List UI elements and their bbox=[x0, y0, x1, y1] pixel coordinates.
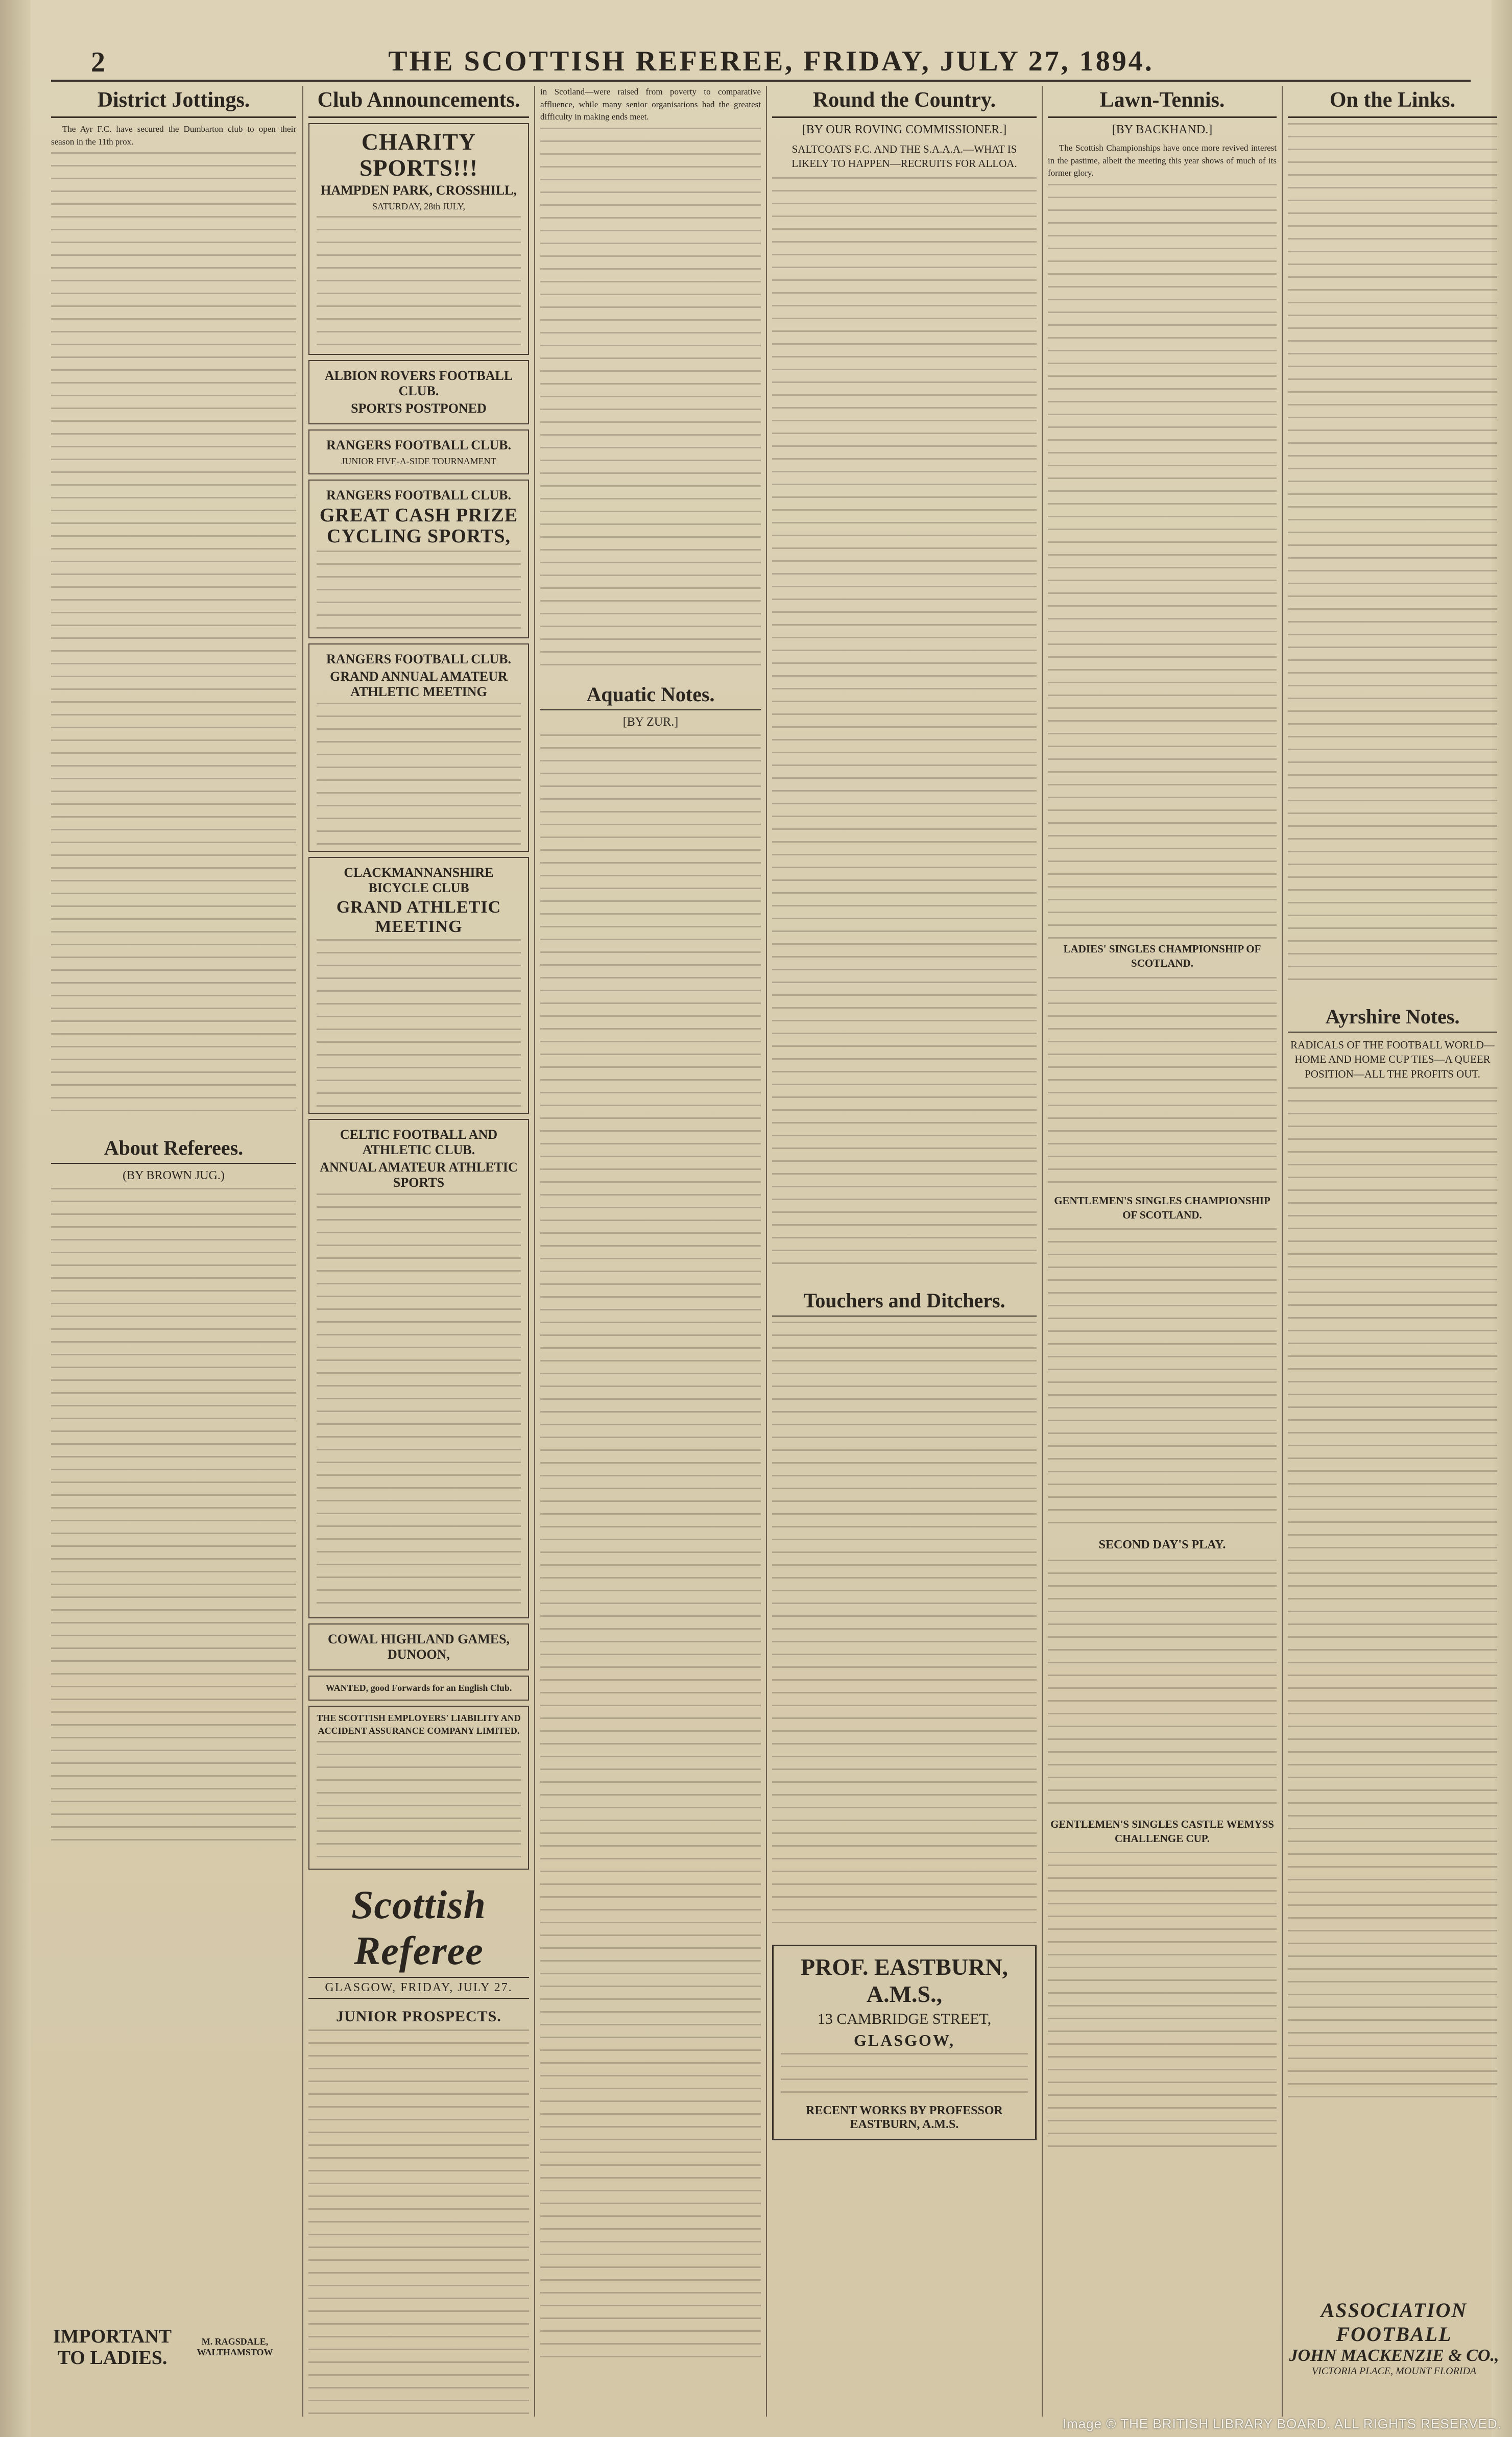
advert-subtitle: JUNIOR FIVE-A-SIDE TOURNAMENT bbox=[341, 456, 496, 467]
advert-rangers-athletic bbox=[308, 643, 529, 852]
results-heading: LADIES' SINGLES CHAMPIONSHIP OF SCOTLAND. bbox=[1063, 942, 1261, 970]
article-body-text bbox=[51, 152, 296, 1122]
column-club-announcements bbox=[308, 86, 529, 2417]
advert-celtic bbox=[308, 1119, 529, 1618]
editorial-headline: JUNIOR PROSPECTS. bbox=[336, 2008, 501, 2025]
advert-rangers-five-a-side bbox=[308, 429, 529, 474]
newspaper-title: THE SCOTTISH REFEREE, FRIDAY, JULY 27, 1894. bbox=[388, 45, 1154, 77]
column-separator bbox=[1282, 86, 1283, 2417]
advert-title: CHARITY SPORTS!!! bbox=[359, 129, 478, 181]
article-body-text bbox=[308, 2029, 529, 2417]
results-table bbox=[1048, 1560, 1277, 1815]
column-subheading: SALTCOATS F.C. AND THE S.A.A.A.—WHAT IS LIKELY TO HAPPEN—RECRUITS FOR ALLOA. bbox=[791, 143, 1017, 170]
column-heading: District Jottings. bbox=[51, 88, 296, 118]
advert-employers-liability bbox=[308, 1706, 529, 1869]
column-separator bbox=[534, 86, 535, 2417]
advert-title: PROF. EASTBURN, A.M.S., bbox=[801, 1953, 1008, 2007]
column-round-the-country bbox=[772, 86, 1037, 2417]
advert-clackmannanshire bbox=[308, 857, 529, 1114]
article-body-text bbox=[1288, 123, 1497, 991]
advert-title: RANGERS FOOTBALL CLUB. bbox=[326, 652, 511, 667]
column-district-jottings bbox=[51, 86, 296, 2417]
advert-subtitle: GRAND ANNUAL AMATEUR ATHLETIC MEETING bbox=[330, 669, 508, 700]
article-body-text bbox=[772, 1322, 1037, 1934]
advert-subtitle: SPORTS POSTPONED bbox=[351, 401, 487, 416]
advert-charity-sports bbox=[308, 123, 529, 355]
image-credit: Image © THE BRITISH LIBRARY BOARD. ALL RIGHTS RESERVED. bbox=[1062, 2416, 1502, 2431]
advert-address: VICTORIA PLACE, MOUNT FLORIDA bbox=[1311, 2366, 1477, 2377]
article-lead: The Ayr F.C. have secured the Dumbarton club to open their season in the 11th prox. bbox=[51, 124, 296, 147]
results-heading: GENTLEMEN'S SINGLES CHAMPIONSHIP OF SCOTLAND. bbox=[1054, 1194, 1270, 1221]
masthead-rule bbox=[51, 80, 1471, 82]
advert-association-football bbox=[1287, 2298, 1501, 2410]
article-lead: The Scottish Championships have once more revived interest in the pastime, albeit the meeting this year shows of much of its former glory. bbox=[1048, 143, 1277, 178]
column-separator bbox=[1042, 86, 1043, 2417]
results-table bbox=[1048, 1852, 1277, 2158]
section-heading: Ayrshire Notes. bbox=[1288, 1005, 1497, 1033]
article-body-text bbox=[51, 1188, 296, 1852]
results-table bbox=[1048, 977, 1277, 1191]
advert-title: WANTED, good Forwards for an English Club. bbox=[325, 1682, 512, 1693]
advert-body bbox=[317, 551, 521, 632]
advert-body bbox=[317, 1741, 521, 1863]
advert-footer: RECENT WORKS BY PROFESSOR EASTBURN, A.M.S. bbox=[806, 2104, 1003, 2131]
section-byline: [BY ZUR.] bbox=[622, 715, 679, 729]
advert-date: SATURDAY, 28th JULY, bbox=[372, 201, 465, 212]
advert-body bbox=[317, 703, 521, 846]
section-heading: About Referees. bbox=[51, 1136, 296, 1164]
advert-rangers-cycling bbox=[308, 480, 529, 639]
section-byline: (BY BROWN JUG.) bbox=[123, 1169, 225, 1183]
advert-subtitle: GRAND ATHLETIC MEETING bbox=[336, 898, 501, 936]
column-heading: Club Announcements. bbox=[308, 88, 529, 118]
results-heading: GENTLEMEN'S SINGLES CASTLE WEMYSS CHALLENGE CUP. bbox=[1050, 1818, 1274, 1845]
advert-body bbox=[781, 2053, 1028, 2099]
section-subheading: RADICALS OF THE FOOTBALL WORLD—HOME AND HOME CUP TIES—A QUEER POSITION—ALL THE PROFITS OUT. bbox=[1290, 1039, 1495, 1080]
advert-title: RANGERS FOOTBALL CLUB. bbox=[326, 438, 511, 453]
results-table bbox=[1048, 1228, 1277, 1535]
column-separator bbox=[766, 86, 767, 2417]
advert-address: 13 CAMBRIDGE STREET, bbox=[817, 2010, 992, 2027]
advert-body bbox=[317, 939, 521, 1108]
paper-logo: Scottish Referee bbox=[351, 1882, 486, 1973]
advert-albion-rovers bbox=[308, 360, 529, 424]
masthead bbox=[0, 43, 1512, 79]
article-body-text bbox=[540, 128, 761, 669]
advert-title: RANGERS FOOTBALL CLUB. bbox=[326, 487, 511, 503]
advert-subtitle: HAMPDEN PARK, CROSSHILL, bbox=[321, 183, 517, 198]
advert-wanted bbox=[308, 1676, 529, 1701]
column-editorial bbox=[540, 86, 761, 2417]
column-lawn-tennis bbox=[1048, 86, 1277, 2417]
column-heading: Round the Country. bbox=[772, 88, 1037, 118]
editorial-dateline: GLASGOW, FRIDAY, JULY 27. bbox=[308, 1977, 529, 1999]
advert-subtitle: ANNUAL AMATEUR ATHLETIC SPORTS bbox=[320, 1159, 518, 1190]
advert-subtitle: GREAT CASH PRIZE CYCLING SPORTS, bbox=[319, 504, 518, 547]
advert-title: THE SCOTTISH EMPLOYERS' LIABILITY AND ACCIDENT ASSURANCE COMPANY LIMITED. bbox=[317, 1713, 521, 1736]
column-heading: On the Links. bbox=[1288, 88, 1497, 118]
page-number: 2 bbox=[91, 46, 105, 78]
advert-body bbox=[317, 216, 521, 349]
advert-prof-eastburn bbox=[772, 1945, 1037, 2140]
advert-title: CLACKMANNANSHIRE BICYCLE CLUB bbox=[344, 865, 494, 896]
article-body-text bbox=[772, 177, 1037, 1275]
ladies-advert-heading: IMPORTANT TO LADIES. bbox=[53, 2326, 172, 2369]
advert-title: ASSOCIATION FOOTBALL bbox=[1321, 2299, 1468, 2346]
column-on-the-links bbox=[1288, 86, 1497, 2289]
column-heading: Lawn-Tennis. bbox=[1048, 88, 1277, 118]
advert-company: JOHN MACKENZIE & CO., bbox=[1289, 2346, 1499, 2365]
advert-title: ALBION ROVERS FOOTBALL CLUB. bbox=[324, 368, 513, 399]
section-heading: Touchers and Ditchers. bbox=[772, 1288, 1037, 1317]
ladies-advert bbox=[51, 2326, 291, 2418]
advert-cowal-games bbox=[308, 1623, 529, 1670]
section-heading: Aquatic Notes. bbox=[540, 682, 761, 710]
column-byline: [BY BACKHAND.] bbox=[1112, 123, 1213, 136]
article-body-text bbox=[540, 734, 761, 2369]
article-body-text bbox=[1288, 1087, 1497, 2109]
page-edge-left bbox=[0, 0, 31, 2437]
article-lead: in Scotland—were raised from poverty to comparative affluence, while many senior organisations had the greatest difficulty in making ends meet. bbox=[540, 87, 761, 122]
ladies-advert-maker: M. RAGSDALE, WALTHAMSTOW bbox=[197, 2336, 273, 2357]
advert-body bbox=[317, 1193, 521, 1612]
article-body-text bbox=[1048, 184, 1277, 940]
advert-title: CELTIC FOOTBALL AND ATHLETIC CLUB. bbox=[340, 1127, 498, 1157]
advert-title: COWAL HIGHLAND GAMES, DUNOON, bbox=[327, 1631, 510, 1662]
advert-city: GLASGOW, bbox=[854, 2030, 955, 2049]
column-separator bbox=[302, 86, 303, 2417]
results-heading: SECOND DAY'S PLAY. bbox=[1098, 1538, 1226, 1552]
column-byline: [BY OUR ROVING COMMISSIONER.] bbox=[802, 123, 1007, 136]
